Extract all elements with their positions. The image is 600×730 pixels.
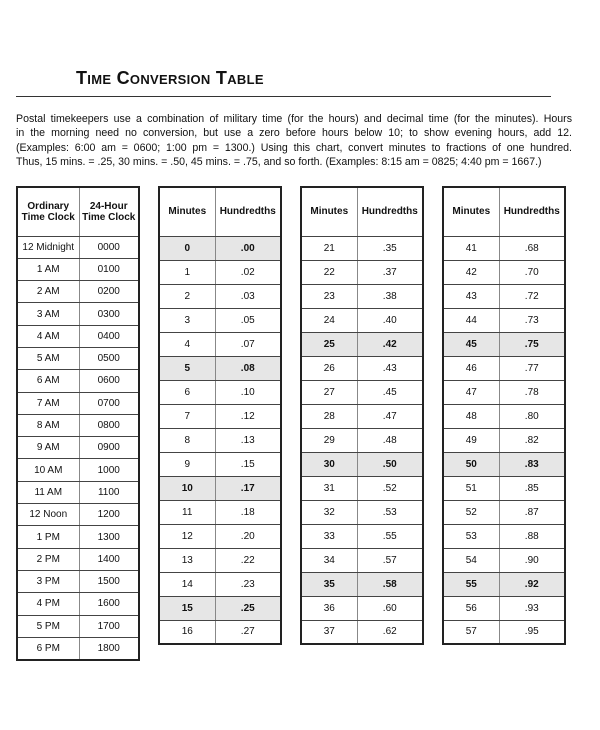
minutes-cell: 11 [159,500,215,524]
title-divider [16,96,551,97]
intro-paragraph [16,112,572,169]
minutes-table-2 [300,186,424,645]
minutes-cell: 29 [301,428,357,452]
table-header-row [443,187,565,236]
ordinary-time-cell: 2 PM [17,548,79,570]
military-time-cell: 1200 [79,504,139,526]
table-row [443,332,565,356]
military-time-cell: 1000 [79,459,139,481]
hundredths-cell: .55 [357,524,423,548]
table-row [159,476,281,500]
minutes-cell: 23 [301,284,357,308]
header-minutes: Minutes [159,187,215,236]
table-row [443,356,565,380]
table-row [443,476,565,500]
minutes-cell: 55 [443,572,499,596]
minutes-cell: 15 [159,596,215,620]
minutes-cell: 6 [159,380,215,404]
minutes-cell: 27 [301,380,357,404]
minutes-cell: 36 [301,596,357,620]
table-row [159,236,281,260]
hundredths-cell: .78 [499,380,565,404]
table-row [301,524,423,548]
minutes-cell: 53 [443,524,499,548]
minutes-cell: 33 [301,524,357,548]
header-24-hour-time-clock: 24-Hour Time Clock [79,187,139,236]
ordinary-time-cell: 7 AM [17,392,79,414]
ordinary-time-cell: 3 PM [17,570,79,592]
table-row [301,284,423,308]
table-row [159,284,281,308]
table-row [443,308,565,332]
hundredths-cell: .07 [215,332,281,356]
table-row [17,504,139,526]
table-row [17,414,139,436]
table-row [443,620,565,644]
table-row [17,258,139,280]
hundredths-cell: .72 [499,284,565,308]
hundredths-cell: .08 [215,356,281,380]
ordinary-time-cell: 6 AM [17,370,79,392]
table-row [17,459,139,481]
minutes-cell: 41 [443,236,499,260]
minutes-cell: 47 [443,380,499,404]
hundredths-cell: .50 [357,452,423,476]
ordinary-time-cell: 5 PM [17,615,79,637]
table-row [301,380,423,404]
military-time-cell: 1500 [79,570,139,592]
minutes-cell: 45 [443,332,499,356]
table-row [17,347,139,369]
military-time-cell: 0500 [79,347,139,369]
table-row [443,548,565,572]
hundredths-cell: .52 [357,476,423,500]
table-row [159,380,281,404]
hundredths-cell: .58 [357,572,423,596]
hundredths-cell: .20 [215,524,281,548]
table-row [159,332,281,356]
table-row [159,260,281,284]
hundredths-cell: .73 [499,308,565,332]
military-time-cell: 0600 [79,370,139,392]
minutes-cell: 37 [301,620,357,644]
table-row [17,548,139,570]
table-row [443,380,565,404]
ordinary-time-cell: 11 AM [17,481,79,503]
hundredths-cell: .15 [215,452,281,476]
hundredths-cell: .40 [357,308,423,332]
ordinary-time-cell: 1 AM [17,258,79,280]
hundredths-cell: .37 [357,260,423,284]
hundredths-cell: .87 [499,500,565,524]
minutes-cell: 14 [159,572,215,596]
minutes-cell: 25 [301,332,357,356]
table-row [17,570,139,592]
minutes-table-1 [158,186,282,645]
table-row [159,356,281,380]
header-ordinary-time-clock: Ordinary Time Clock [17,187,79,236]
minutes-cell: 44 [443,308,499,332]
ordinary-time-cell: 1 PM [17,526,79,548]
table-row [17,303,139,325]
table-row [443,452,565,476]
table-row [17,437,139,459]
hundredths-cell: .00 [215,236,281,260]
hundredths-cell: .48 [357,428,423,452]
minutes-cell: 52 [443,500,499,524]
ordinary-time-cell: 4 PM [17,593,79,615]
hundredths-cell: .93 [499,596,565,620]
military-time-cell: 0300 [79,303,139,325]
table-row [17,615,139,637]
hundredths-cell: .05 [215,308,281,332]
intro-line: Thus, 15 mins. = .25, 30 mins. = .50, 45 mins. = .75, and so forth. (Examples: 8:15 am = 0825; 4:40 pm = 1667.) [16,155,542,168]
intro-line: in the morning need no conversion, but use a zero before hours below 10; to show evening hours, add 12. [16,127,572,140]
military-time-cell: 0200 [79,281,139,303]
page-title: Time Conversion Table [76,68,264,88]
minutes-cell: 56 [443,596,499,620]
hundredths-cell: .27 [215,620,281,644]
military-time-cell: 0800 [79,414,139,436]
minutes-cell: 28 [301,404,357,428]
minutes-cell: 57 [443,620,499,644]
ordinary-time-cell: 8 AM [17,414,79,436]
minutes-cell: 49 [443,428,499,452]
table-row [159,620,281,644]
table-row [301,236,423,260]
military-time-cell: 1100 [79,481,139,503]
hundredths-cell: .95 [499,620,565,644]
minutes-cell: 2 [159,284,215,308]
hundredths-cell: .25 [215,596,281,620]
military-time-cell: 1600 [79,593,139,615]
table-row [443,236,565,260]
minutes-cell: 8 [159,428,215,452]
table-row [301,500,423,524]
table-row [443,500,565,524]
table-row [17,392,139,414]
table-row [301,548,423,572]
minutes-cell: 46 [443,356,499,380]
table-header-row [159,187,281,236]
minutes-cell: 34 [301,548,357,572]
table-row [17,325,139,347]
minutes-cell: 1 [159,260,215,284]
military-time-cell: 1700 [79,615,139,637]
minutes-cell: 35 [301,572,357,596]
ordinary-time-cell: 6 PM [17,637,79,659]
minutes-cell: 7 [159,404,215,428]
table-row [301,476,423,500]
table-row [17,281,139,303]
table-row [159,524,281,548]
minutes-cell: 32 [301,500,357,524]
minutes-table-3 [442,186,566,645]
minutes-cell: 30 [301,452,357,476]
table-row [301,332,423,356]
table-row [301,596,423,620]
minutes-cell: 24 [301,308,357,332]
minutes-cell: 26 [301,356,357,380]
table-row [443,572,565,596]
hundredths-cell: .03 [215,284,281,308]
table-row [17,593,139,615]
table-row [17,526,139,548]
hundredths-cell: .43 [357,356,423,380]
table-row [301,308,423,332]
hundredths-cell: .22 [215,548,281,572]
table-row [17,236,139,258]
hundredths-cell: .68 [499,236,565,260]
military-time-cell: 0700 [79,392,139,414]
military-time-cell: 0100 [79,258,139,280]
hundredths-cell: .47 [357,404,423,428]
minutes-cell: 22 [301,260,357,284]
hundredths-cell: .10 [215,380,281,404]
hundredths-cell: .60 [357,596,423,620]
table-row [17,637,139,659]
hundredths-cell: .85 [499,476,565,500]
military-time-cell: 0400 [79,325,139,347]
table-row [159,596,281,620]
minutes-cell: 12 [159,524,215,548]
table-row [159,548,281,572]
hundredths-cell: .62 [357,620,423,644]
table-row [17,370,139,392]
military-time-cell: 1400 [79,548,139,570]
hundredths-cell: .17 [215,476,281,500]
minutes-cell: 31 [301,476,357,500]
header-minutes: Minutes [443,187,499,236]
hundredths-cell: .92 [499,572,565,596]
hundredths-cell: .18 [215,500,281,524]
minutes-cell: 51 [443,476,499,500]
table-row [159,452,281,476]
table-row [301,260,423,284]
hundredths-cell: .77 [499,356,565,380]
hundredths-cell: .80 [499,404,565,428]
table-row [159,428,281,452]
table-row [443,428,565,452]
minutes-cell: 0 [159,236,215,260]
table-row [159,572,281,596]
minutes-cell: 50 [443,452,499,476]
minutes-cell: 10 [159,476,215,500]
hundredths-cell: .45 [357,380,423,404]
table-row [301,620,423,644]
minutes-cell: 16 [159,620,215,644]
ordinary-time-table [16,186,140,661]
table-row [301,452,423,476]
hundredths-cell: .13 [215,428,281,452]
header-hundredths: Hundredths [215,187,281,236]
hundredths-cell: .82 [499,428,565,452]
minutes-cell: 13 [159,548,215,572]
minutes-cell: 43 [443,284,499,308]
military-time-cell: 1300 [79,526,139,548]
minutes-cell: 54 [443,548,499,572]
table-row [17,481,139,503]
hundredths-cell: .83 [499,452,565,476]
table-row [443,260,565,284]
table-row [301,428,423,452]
ordinary-time-cell: 2 AM [17,281,79,303]
ordinary-time-cell: 12 Midnight [17,236,79,258]
hundredths-cell: .02 [215,260,281,284]
minutes-cell: 3 [159,308,215,332]
hundredths-cell: .12 [215,404,281,428]
table-row [159,308,281,332]
ordinary-time-cell: 4 AM [17,325,79,347]
minutes-cell: 48 [443,404,499,428]
ordinary-time-cell: 3 AM [17,303,79,325]
military-time-cell: 0000 [79,236,139,258]
military-time-cell: 0900 [79,437,139,459]
table-header-row [17,187,139,236]
hundredths-cell: .90 [499,548,565,572]
ordinary-time-cell: 10 AM [17,459,79,481]
table-row [301,572,423,596]
minutes-cell: 9 [159,452,215,476]
minutes-cell: 5 [159,356,215,380]
ordinary-time-cell: 9 AM [17,437,79,459]
table-row [159,500,281,524]
table-row [301,404,423,428]
table-row [443,596,565,620]
military-time-cell: 1800 [79,637,139,659]
hundredths-cell: .42 [357,332,423,356]
table-row [443,404,565,428]
hundredths-cell: .88 [499,524,565,548]
minutes-cell: 42 [443,260,499,284]
header-hundredths: Hundredths [499,187,565,236]
hundredths-cell: .35 [357,236,423,260]
intro-line: (Examples: 6:00 am = 0600; 1:00 pm = 1300.) Using this chart, convert minutes to fractions of one hundred. [16,141,572,154]
hundredths-cell: .75 [499,332,565,356]
table-row [301,356,423,380]
hundredths-cell: .23 [215,572,281,596]
header-minutes: Minutes [301,187,357,236]
hundredths-cell: .53 [357,500,423,524]
table-row [443,524,565,548]
table-row [443,284,565,308]
hundredths-cell: .38 [357,284,423,308]
ordinary-time-cell: 5 AM [17,347,79,369]
table-row [159,404,281,428]
intro-line: Postal timekeepers use a combination of military time (for the hours) and decimal time (for the minutes). Hours [16,113,572,125]
minutes-cell: 4 [159,332,215,356]
hundredths-cell: .57 [357,548,423,572]
hundredths-cell: .70 [499,260,565,284]
minutes-cell: 21 [301,236,357,260]
header-hundredths: Hundredths [357,187,423,236]
ordinary-time-cell: 12 Noon [17,504,79,526]
table-header-row [301,187,423,236]
